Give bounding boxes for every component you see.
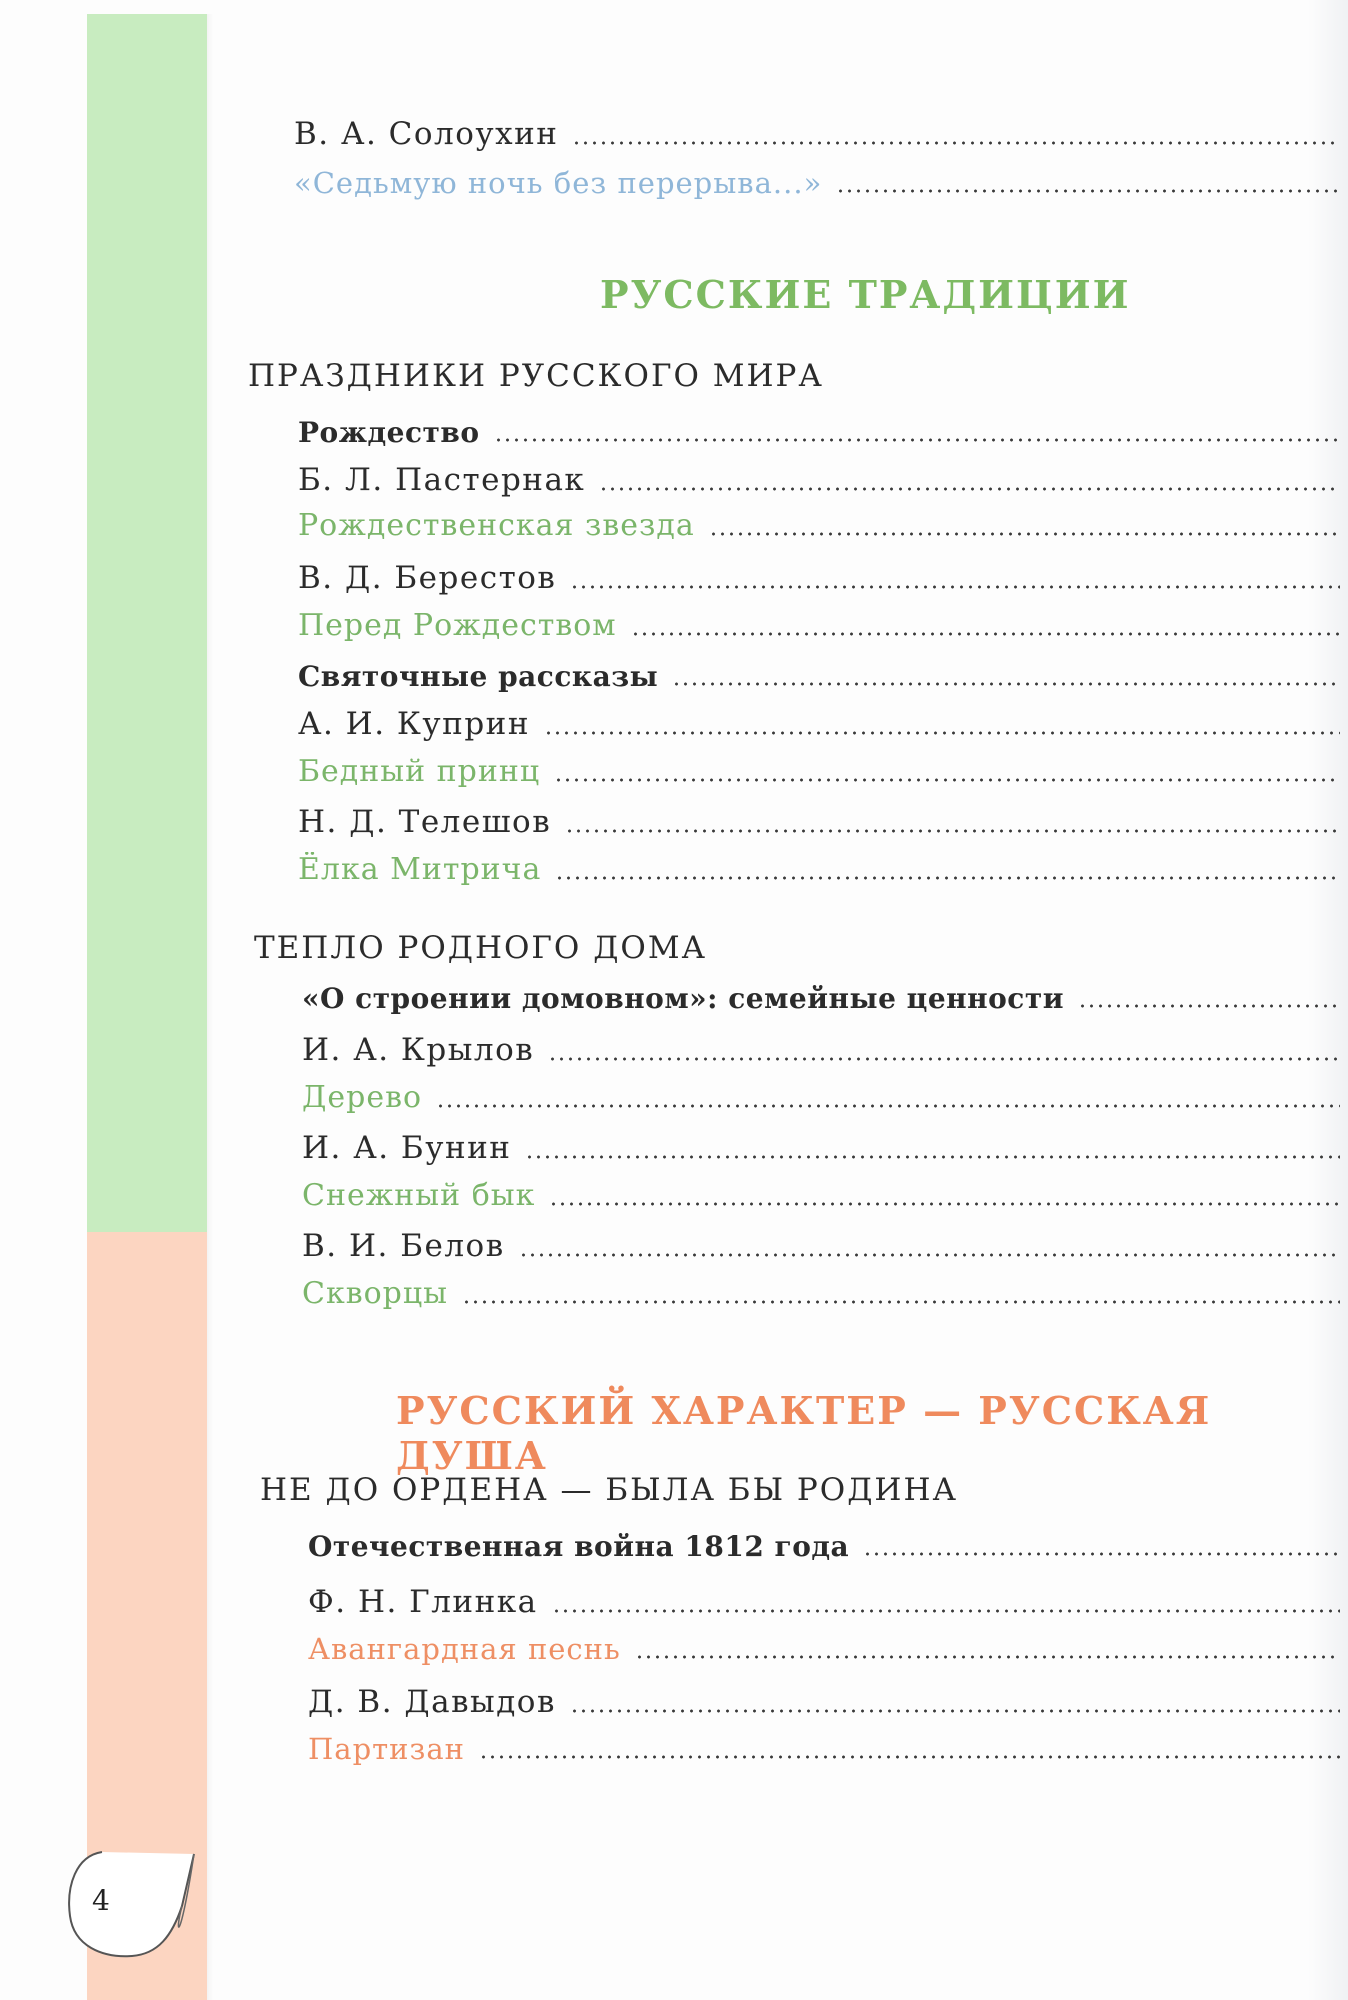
side-strip-green <box>87 14 207 1232</box>
dot-leader <box>570 1709 1340 1713</box>
author-name: И. А. Крылов <box>302 1032 535 1068</box>
dot-leader <box>519 1253 1340 1257</box>
toc-entry[interactable] <box>298 508 1340 543</box>
author-name: В. Д. Берестов <box>298 560 557 596</box>
author-name: Ф. Н. Глинка <box>308 1584 538 1620</box>
work-title: Бедный принц <box>298 754 541 789</box>
work-title: Снежный бык <box>302 1178 536 1213</box>
author-name: В. И. Белов <box>302 1228 505 1264</box>
author-name: Н. Д. Телешов <box>298 804 552 840</box>
section-heading: ТЕПЛО РОДНОГО ДОМА <box>254 930 708 966</box>
part-heading: РУССКИЕ ТРАДИЦИИ <box>600 272 1131 317</box>
dot-leader <box>544 731 1340 735</box>
dot-leader <box>709 532 1340 536</box>
toc-entry[interactable] <box>298 416 1340 449</box>
toc-entry[interactable] <box>298 804 1340 840</box>
author-name: А. И. Куприн <box>298 706 530 742</box>
toc-entry[interactable] <box>302 1080 1340 1115</box>
work-title: Скворцы <box>302 1276 449 1311</box>
toc-entry[interactable] <box>308 1530 1340 1563</box>
dot-leader <box>863 1552 1340 1556</box>
toc-entry[interactable] <box>298 660 1340 693</box>
strip-shadow <box>207 14 213 2000</box>
work-title: Рождественская звезда <box>298 508 695 543</box>
toc-entry[interactable] <box>302 1032 1340 1068</box>
work-title: Дерево <box>302 1080 423 1115</box>
dot-leader <box>599 487 1340 491</box>
work-title: «Седьмую ночь без перерыва...» <box>294 166 823 200</box>
toc-entry[interactable] <box>302 1228 1340 1264</box>
dot-leader <box>635 1655 1340 1659</box>
work-title: Партизан <box>308 1732 465 1766</box>
dot-leader <box>525 1155 1340 1159</box>
subsection-title: Отечественная война 1812 года <box>308 1530 850 1563</box>
dot-leader <box>836 189 1340 193</box>
author-name: Б. Л. Пастернак <box>298 462 586 498</box>
section-heading: ПРАЗДНИКИ РУССКОГО МИРА <box>248 358 824 394</box>
part-heading: РУССКИЙ ХАРАКТЕР — РУССКАЯ ДУША <box>396 1388 1212 1478</box>
page-number: 4 <box>92 1884 110 1917</box>
dot-leader <box>555 876 1340 880</box>
subsection-title: Святочные рассказы <box>298 660 659 693</box>
dot-leader <box>552 1609 1340 1613</box>
toc-entry[interactable] <box>308 1584 1340 1620</box>
toc-entry[interactable] <box>302 982 1340 1015</box>
section-heading: НЕ ДО ОРДЕНА — БЫЛА БЫ РОДИНА <box>260 1472 958 1508</box>
dot-leader <box>436 1104 1340 1108</box>
subsection-title: «О строении домовном»: семейные ценности <box>302 982 1064 1015</box>
page-number-badge <box>62 1846 202 1964</box>
dot-leader <box>462 1300 1340 1304</box>
dot-leader <box>479 1755 1340 1759</box>
toc-entry[interactable] <box>302 1130 1340 1166</box>
toc-entry[interactable] <box>308 1632 1340 1666</box>
toc-entry[interactable] <box>298 706 1340 742</box>
dot-leader <box>572 141 1340 145</box>
toc-entry[interactable] <box>302 1276 1340 1311</box>
toc-entry[interactable] <box>294 166 1340 200</box>
toc-entry[interactable] <box>308 1732 1340 1766</box>
dot-leader <box>549 1202 1340 1206</box>
toc-entry[interactable] <box>298 852 1340 887</box>
author-name: И. А. Бунин <box>302 1130 512 1166</box>
toc-entry[interactable] <box>298 462 1340 498</box>
dot-leader <box>548 1057 1340 1061</box>
toc-entry[interactable] <box>302 1178 1340 1213</box>
subsection-title: Рождество <box>298 416 480 449</box>
dot-leader <box>554 778 1340 782</box>
dot-leader <box>1078 1004 1340 1008</box>
toc-entry[interactable] <box>294 116 1340 152</box>
work-title: Авангардная песнь <box>308 1632 621 1666</box>
toc-entry[interactable] <box>308 1684 1340 1720</box>
author-name: В. А. Солоухин <box>294 116 559 152</box>
dot-leader <box>631 632 1340 636</box>
dot-leader <box>565 829 1340 833</box>
work-title: Ёлка Митрича <box>298 852 542 887</box>
toc-entry[interactable] <box>298 754 1340 789</box>
author-name: Д. В. Давыдов <box>308 1684 556 1720</box>
dot-leader <box>672 682 1340 686</box>
dot-leader <box>570 585 1340 589</box>
toc-entry[interactable] <box>298 608 1340 643</box>
work-title: Перед Рождеством <box>298 608 617 643</box>
toc-entry[interactable] <box>298 560 1340 596</box>
dot-leader <box>494 438 1340 442</box>
